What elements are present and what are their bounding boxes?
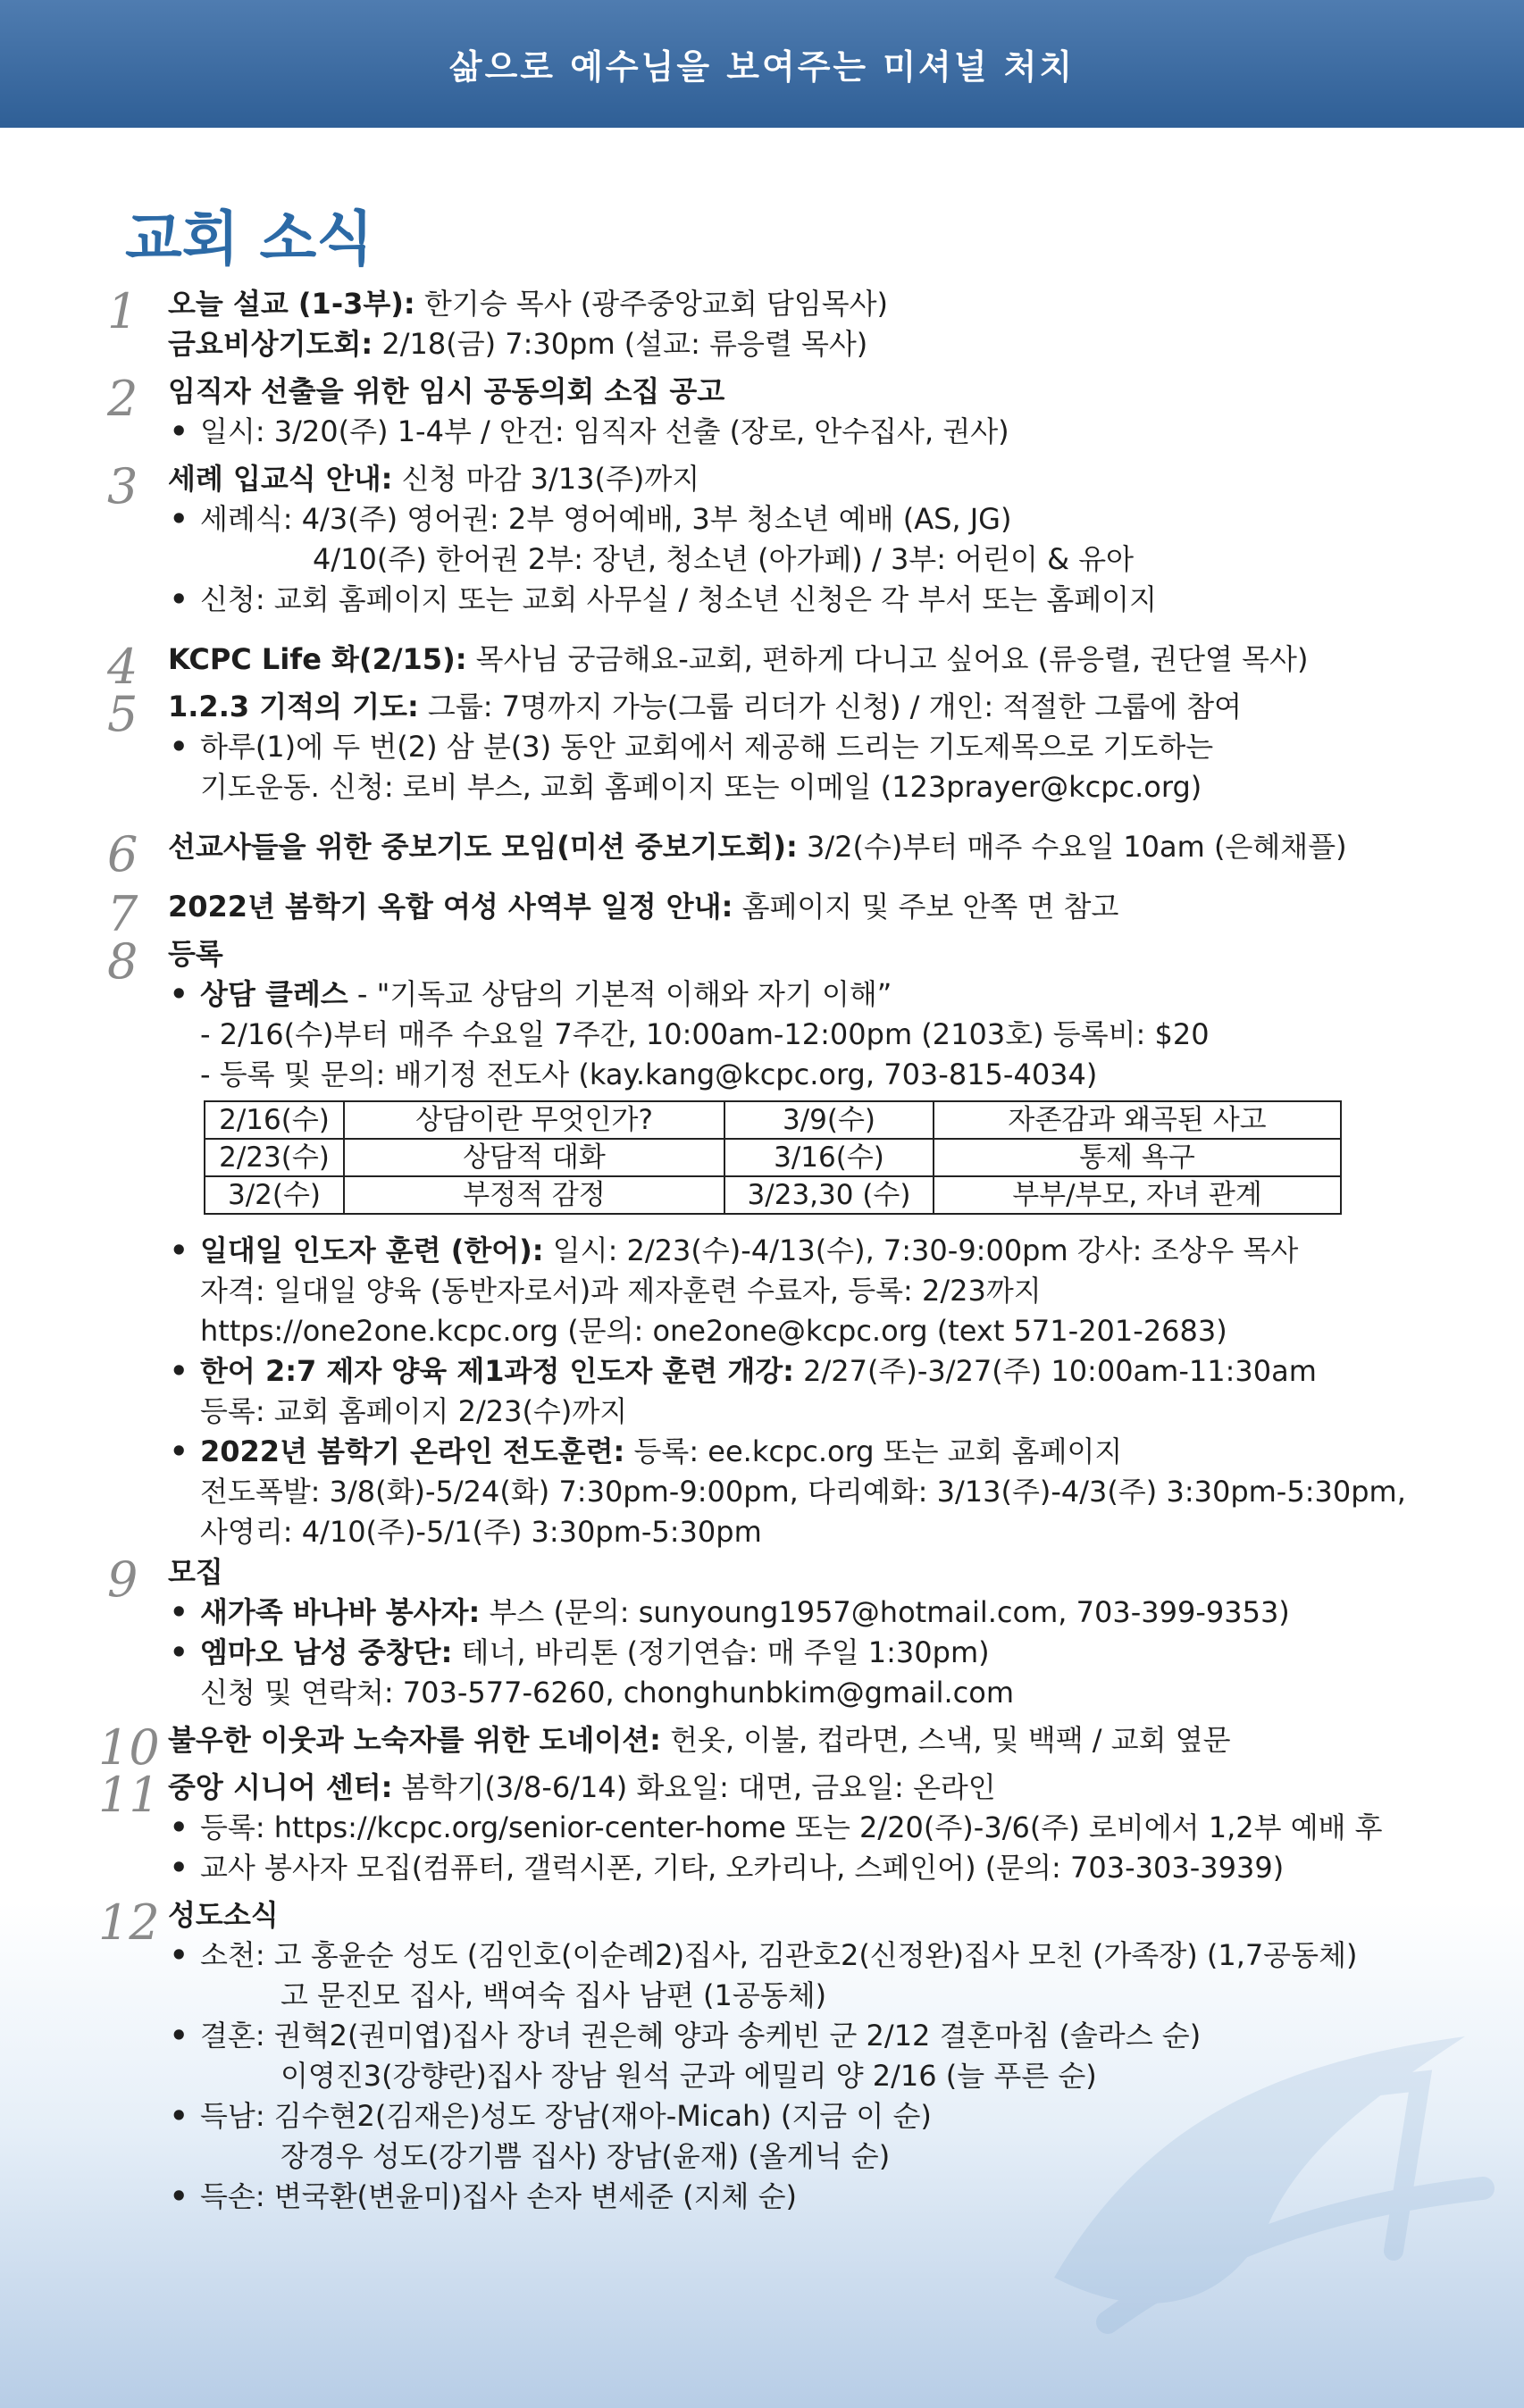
item-number: 3 (107, 458, 138, 514)
one2one-label: 일대일 인도자 훈련 (한어): (200, 1233, 544, 1267)
item-heading: 등록 (168, 937, 223, 971)
table-row (205, 1101, 1341, 1139)
choir-text: 테너, 바리톤 (정기연습: 매 주일 1:30pm) (452, 1635, 990, 1669)
bullet-text: • 결혼: 권혁2(권미엽)집사 장녀 권은혜 양과 송케빈 군 2/12 결혼마침 (솔라스 순) (168, 2016, 1394, 2056)
bullet-text: • 교사 봉사자 모집(컴퓨터, 갤럭시폰, 기타, 오카리나, 스페인어) (문의: 703-303-3939) (168, 1848, 1394, 1888)
table-cell: 3/9(수) (724, 1101, 934, 1139)
item-label: 중앙 시니어 센터: (168, 1770, 393, 1804)
counsel-text: - "기독교 상담의 기본적 이해와 자기 이해” (348, 977, 892, 1011)
bullet-continuation: 이영진3(강향란)집사 장남 원석 군과 에밀리 양 2/16 (늘 푸른 순) (281, 2059, 1097, 2093)
banner-slogan: 삶으로 예수님을 보여주는 미셔널 처치 (448, 47, 1076, 87)
top-banner (0, 0, 1524, 128)
item-label: KCPC Life 화(2/15): (168, 642, 467, 676)
counsel-detail: - 등록 및 문의: 배기정 전도사 (kay.kang@kcpc.org, 703-815-4034) (200, 1058, 1098, 1091)
item-number: 8 (107, 933, 138, 990)
item-number: 5 (107, 686, 138, 742)
item-text: 그룹: 7명까지 가능(그룹 리더가 신청) / 개인: 적절한 그룹에 참여 (418, 690, 1243, 723)
bullet-text: • 득손: 변국환(변윤미)집사 손자 변세준 (지체 순) (168, 2177, 1394, 2217)
friday-prayer-text: 2/18(금) 7:30pm (설교: 류응렬 목사) (373, 327, 868, 361)
table-cell: 부부/부모, 자녀 관계 (934, 1176, 1341, 1214)
news-item-9 (107, 1552, 1394, 1713)
bullet-continuation: 장경우 성도(강기쁨 집사) 장남(윤재) (올게닉 순) (281, 2139, 891, 2173)
item-number: 10 (98, 1719, 160, 1776)
counsel-detail: - 2/16(수)부터 매주 수요일 7주간, 10:00am-12:00pm (2103호) 등록비: $20 (200, 1017, 1210, 1051)
news-item-11 (98, 1767, 1394, 1888)
decorative-watermark-graphic (1001, 1983, 1501, 2358)
item-heading: 모집 (168, 1555, 223, 1589)
table-cell: 3/23,30 (수) (724, 1176, 934, 1214)
counsel-schedule-table (204, 1100, 1342, 1215)
bullet-continuation: 등록: 교회 홈페이지 2/23(수)까지 (200, 1394, 628, 1428)
item-number: 12 (98, 1894, 160, 1951)
item-label: 세례 입교식 안내: (168, 462, 393, 496)
evangelism-label: 2022년 봄학기 온라인 전도훈련: (200, 1434, 625, 1468)
news-item-8 (107, 933, 1406, 1552)
news-item-4 (107, 639, 1394, 695)
item-text: 신청 마감 3/13(주)까지 (392, 462, 700, 496)
table-cell: 통제 욕구 (934, 1139, 1341, 1176)
item-number: 6 (107, 826, 138, 882)
item-text: 헌옷, 이불, 컵라면, 스낵, 및 백팩 / 교회 옆문 (660, 1723, 1231, 1757)
bullet-continuation: 고 문진모 집사, 백여숙 집사 남편 (1공동체) (281, 1978, 827, 2012)
evangelism-text: 등록: ee.kcpc.org 또는 교회 홈페이지 (624, 1434, 1123, 1468)
item-label: 불우한 이웃과 노숙자를 위한 도네이션: (168, 1723, 661, 1757)
item-number: 4 (107, 639, 138, 695)
counsel-label: 상담 클레스 (200, 977, 348, 1011)
bullet-continuation: 4/10(주) 한어권 2부: 장년, 청소년 (아가페) / 3부: 어린이 & 유아 (313, 542, 1135, 576)
item-text: 3/2(수)부터 매주 수요일 10am (은혜채플) (797, 830, 1347, 864)
news-item-6 (107, 826, 1394, 882)
bullet-text: • 신청: 교회 홈페이지 또는 교회 사무실 / 청소년 신청은 각 부서 또는 홈페이지 (168, 580, 1394, 620)
news-item-5 (107, 687, 1394, 807)
sermon-label: 오늘 설교 (1-3부): (168, 287, 415, 321)
friday-prayer-label: 금요비상기도회: (168, 327, 373, 361)
page-title: 교회 소식 (125, 205, 374, 273)
bullet-continuation: 자격: 일대일 양육 (동반자로서)과 제자훈련 수료자, 등록: 2/23까지 (200, 1274, 1042, 1308)
bullet-text: • 일시: 3/20(주) 1-4부 / 안건: 임직자 선출 (장로, 안수집사, 권사) (168, 412, 1394, 452)
one2one-text: 일시: 2/23(수)-4/13(수), 7:30-9:00pm 강사: 조상우 목사 (543, 1233, 1299, 1267)
news-list (98, 283, 1406, 2217)
choir-label: 엠마오 남성 중창단: (200, 1635, 453, 1669)
barnabas-label: 새가족 바나바 봉사자: (200, 1595, 481, 1629)
item-label: 2022년 봄학기 옥합 여성 사역부 일정 안내: (168, 890, 733, 924)
one2one-link[interactable]: https://one2one.kcpc.org (문의: one2one@kcpc.org (text 571-201-2683) (200, 1314, 1227, 1348)
item-number: 9 (107, 1551, 138, 1608)
table-cell: 3/2(수) (205, 1176, 344, 1214)
item-number: 11 (98, 1767, 160, 1823)
sermon-text: 한기승 목사 (광주중앙교회 담임목사) (414, 287, 889, 321)
item-label: 1.2.3 기적의 기도: (168, 690, 419, 723)
bullet-continuation: 전도폭발: 3/8(화)-5/24(화) 7:30pm-9:00pm, 다리예화: 3/13(주)-4/3(주) 3:30pm-5:30pm, (200, 1475, 1406, 1509)
news-item-1 (107, 284, 1394, 364)
table-cell: 2/16(수) (205, 1101, 344, 1139)
bullet-text: • 등록: https://kcpc.org/senior-center-home 또는 2/20(주)-3/6(주) 로비에서 1,2부 예배 후 (168, 1808, 1394, 1848)
barnabas-text: 부스 (문의: sunyoung1957@hotmail.com, 703-399-9353) (480, 1595, 1290, 1629)
news-item-7 (107, 886, 1394, 942)
table-row (205, 1176, 1341, 1214)
item-number: 1 (107, 283, 138, 339)
bullet-continuation: 기도운동. 신청: 로비 부스, 교회 홈페이지 또는 이메일 (123prayer@kcpc.org) (200, 770, 1202, 804)
bullet-text: • 소천: 고 홍윤순 성도 (김인호(이순례2)집사, 김관호2(신정완)집사 모친 (가족장) (1,7공동체) (168, 1936, 1394, 1976)
item-heading: 임직자 선출을 위한 임시 공동의회 소집 공고 (168, 374, 725, 408)
bullet-continuation: 신청 및 연락처: 703-577-6260, chonghunbkim@gmail.com (200, 1676, 1014, 1710)
table-cell: 자존감과 왜곡된 사고 (934, 1101, 1341, 1139)
item-text: 홈페이지 및 주보 안쪽 면 참고 (733, 890, 1119, 924)
discipleship-label: 한어 2:7 제자 양육 제1과정 인도자 훈련 개강: (200, 1354, 794, 1388)
table-cell: 상담이란 무엇인가? (344, 1101, 724, 1139)
item-number: 2 (107, 371, 138, 427)
news-item-2 (107, 372, 1394, 452)
item-label: 선교사들을 위한 중보기도 모임(미션 중보기도회): (168, 830, 798, 864)
bullet-text: • 득남: 김수현2(김재은)성도 장남(재아-Micah) (지금 이 순) (168, 2096, 1394, 2136)
discipleship-text: 2/27(주)-3/27(주) 10:00am-11:30am (793, 1354, 1317, 1388)
bullet-text: • 하루(1)에 두 번(2) 삼 분(3) 동안 교회에서 제공해 드리는 기도제목으로 기도하는 (168, 727, 1394, 767)
table-row (205, 1139, 1341, 1176)
item-heading: 성도소식 (168, 1898, 279, 1932)
table-cell: 부정적 감정 (344, 1176, 724, 1214)
table-cell: 상담적 대화 (344, 1139, 724, 1176)
bullet-text: • 세례식: 4/3(주) 영어권: 2부 영어예배, 3부 청소년 예배 (AS, JG) (168, 499, 1394, 539)
item-text: 목사님 궁금해요-교회, 편하게 다니고 싶어요 (류응렬, 권단열 목사) (466, 642, 1309, 676)
news-item-10 (98, 1719, 1394, 1776)
table-cell: 2/23(수) (205, 1139, 344, 1176)
bullet-continuation: 사영리: 4/10(주)-5/1(주) 3:30pm-5:30pm (200, 1515, 762, 1549)
item-text: 봄학기(3/8-6/14) 화요일: 대면, 금요일: 온라인 (392, 1770, 996, 1804)
item-number: 7 (107, 886, 138, 942)
table-cell: 3/16(수) (724, 1139, 934, 1176)
news-item-3 (107, 459, 1394, 620)
